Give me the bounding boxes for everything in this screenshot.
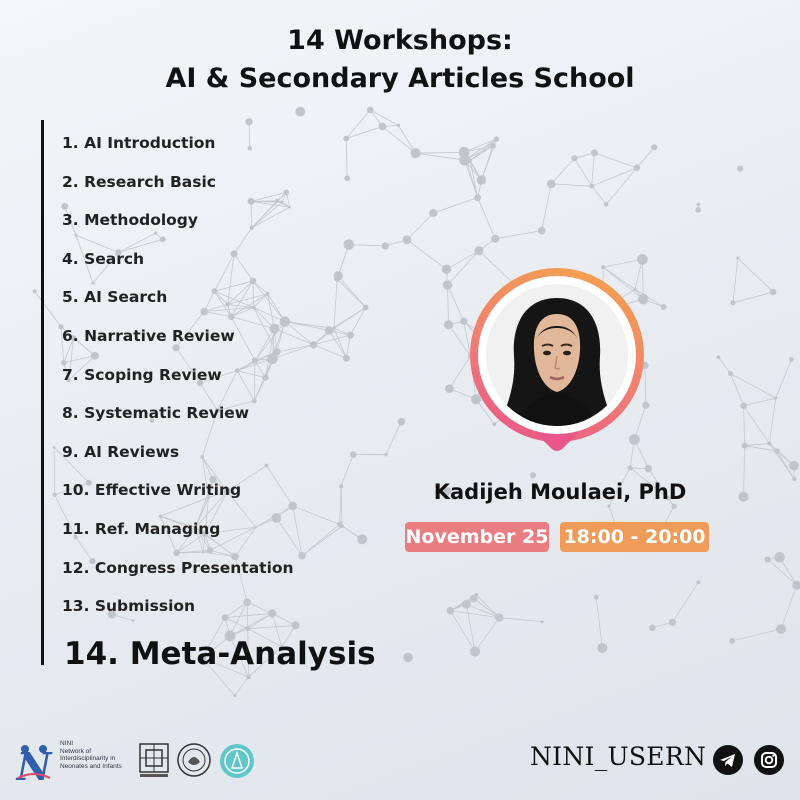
network-line xyxy=(338,276,365,308)
network-node xyxy=(298,552,306,560)
network-node xyxy=(442,265,451,274)
network-node xyxy=(594,595,599,600)
workshop-item: 10. Effective Writing xyxy=(62,481,242,500)
network-line xyxy=(476,595,499,618)
network-node xyxy=(589,184,594,189)
network-node xyxy=(246,675,251,680)
network-node xyxy=(52,493,56,497)
network-node xyxy=(789,461,799,471)
network-node xyxy=(540,620,543,623)
network-node xyxy=(774,552,784,562)
network-node xyxy=(717,355,721,359)
network-line xyxy=(551,158,574,183)
network-node xyxy=(445,384,454,393)
speaker-name: Kadijeh Moulaei, PhD xyxy=(433,480,687,504)
network-node xyxy=(547,180,556,189)
list-accent-bar xyxy=(41,120,44,665)
workshop-item: 13. Submission xyxy=(62,597,196,616)
network-line xyxy=(35,291,61,326)
network-node xyxy=(774,448,780,454)
network-line xyxy=(235,677,249,696)
workshop-item: 7. Scoping Review xyxy=(62,365,222,384)
workshop-list xyxy=(62,130,294,632)
network-node xyxy=(474,194,481,201)
network-node xyxy=(697,203,700,206)
network-line xyxy=(744,406,745,446)
network-line xyxy=(495,231,541,239)
workshop-item: 2. Research Basic xyxy=(62,172,216,191)
network-node xyxy=(634,165,641,172)
network-node xyxy=(357,534,367,544)
network-node xyxy=(447,607,455,615)
network-node xyxy=(233,694,236,697)
network-node xyxy=(444,320,453,329)
network-node xyxy=(344,176,350,182)
network-node xyxy=(443,280,453,290)
network-node xyxy=(470,647,480,657)
workshop-item: 8. Systematic Review xyxy=(62,404,250,423)
network-line xyxy=(594,153,636,168)
network-line xyxy=(386,422,401,455)
network-node xyxy=(459,147,470,158)
network-line xyxy=(768,559,797,585)
network-line xyxy=(433,198,477,213)
network-node xyxy=(344,239,355,250)
workshop-item: 3. Methodology xyxy=(62,211,199,230)
network-line xyxy=(596,597,602,648)
workshop-item: 5. AI Search xyxy=(62,288,168,307)
network-node xyxy=(494,137,499,142)
network-node xyxy=(460,318,467,325)
network-node xyxy=(649,624,656,631)
network-line xyxy=(592,153,595,186)
svg-text:N: N xyxy=(16,744,52,784)
network-node xyxy=(245,118,252,125)
workshop-item: 1. AI Introduction xyxy=(62,134,216,152)
network-node xyxy=(729,638,735,644)
speaker-photo-pin xyxy=(470,268,644,458)
network-node xyxy=(740,403,746,409)
network-node xyxy=(789,357,794,362)
network-node xyxy=(767,441,771,445)
network-line xyxy=(448,285,464,321)
network-node xyxy=(661,304,667,310)
network-line xyxy=(603,259,642,267)
network-line xyxy=(302,526,342,556)
network-node xyxy=(669,619,676,626)
network-line xyxy=(334,307,366,328)
network-node xyxy=(398,418,406,426)
network-line xyxy=(672,582,698,622)
social-handle: NINI_USERN xyxy=(530,742,707,771)
network-node xyxy=(645,465,652,472)
network-node xyxy=(33,289,37,293)
time-badge: 18:00 - 20:00 xyxy=(560,522,709,552)
network-node xyxy=(367,107,374,114)
network-line xyxy=(733,292,773,303)
network-node xyxy=(429,209,437,217)
network-line xyxy=(738,258,773,292)
network-line xyxy=(776,360,792,399)
network-line xyxy=(416,152,465,153)
workshop-item: 6. Narrative Review xyxy=(62,326,235,345)
network-line xyxy=(448,285,449,325)
network-line xyxy=(329,330,346,358)
network-node xyxy=(604,202,609,207)
network-line xyxy=(542,184,552,231)
workshop-item: 11. Ref. Managing xyxy=(62,519,221,538)
network-line xyxy=(551,184,591,186)
network-node xyxy=(363,305,369,311)
speaker-photo xyxy=(486,284,628,426)
network-node xyxy=(591,149,598,156)
network-line xyxy=(407,213,433,240)
network-node xyxy=(53,446,56,449)
network-line xyxy=(349,245,386,246)
network-node xyxy=(597,643,607,653)
network-line xyxy=(730,374,743,406)
network-node xyxy=(695,207,701,213)
network-node xyxy=(491,235,499,243)
network-node xyxy=(607,504,610,507)
date-badge: November 25 xyxy=(405,522,549,552)
network-node xyxy=(343,136,349,142)
network-line xyxy=(592,186,606,204)
network-line xyxy=(637,147,654,167)
network-node xyxy=(477,175,486,184)
network-line xyxy=(337,279,365,308)
network-node xyxy=(474,593,478,597)
network-line xyxy=(744,406,770,444)
network-node xyxy=(310,341,317,348)
network-line xyxy=(382,127,415,154)
network-line xyxy=(475,618,499,652)
network-node xyxy=(403,235,412,244)
network-node xyxy=(530,472,536,478)
network-line xyxy=(769,398,775,443)
page-title xyxy=(0,22,800,98)
telegram-icon[interactable] xyxy=(713,745,743,775)
network-line xyxy=(416,153,465,160)
network-node xyxy=(696,580,700,584)
network-node xyxy=(411,148,421,158)
network-node xyxy=(382,242,389,249)
title-line-1: 14 Workshops: xyxy=(287,25,513,56)
network-line xyxy=(499,618,542,622)
network-line xyxy=(733,258,738,303)
workshop-item: 12. Congress Presentation xyxy=(62,558,294,577)
network-node xyxy=(462,600,471,609)
network-line xyxy=(446,251,478,270)
network-node xyxy=(651,144,657,150)
association-logo xyxy=(218,742,256,780)
network-node xyxy=(490,143,496,149)
network-node xyxy=(770,289,777,296)
network-node xyxy=(792,477,796,481)
network-line xyxy=(350,307,365,335)
network-line xyxy=(732,629,781,641)
network-node xyxy=(334,276,340,282)
network-node xyxy=(728,371,733,376)
network-node xyxy=(764,556,770,562)
network-node xyxy=(776,624,786,634)
network-line xyxy=(606,168,637,205)
nini-org-name: NINI Network of Interdisciplinarity in Neonates and Infants xyxy=(60,740,122,770)
network-line xyxy=(302,524,340,555)
network-line xyxy=(334,279,337,329)
network-node xyxy=(672,504,677,509)
network-node xyxy=(538,227,546,235)
network-node xyxy=(774,396,777,399)
network-node xyxy=(742,442,748,448)
network-node xyxy=(350,451,356,457)
network-node xyxy=(637,254,648,265)
title-line-2: AI & Secondary Articles School xyxy=(165,63,635,94)
network-node xyxy=(730,300,735,305)
network-node xyxy=(474,246,483,255)
network-line xyxy=(592,168,637,186)
network-node xyxy=(397,124,400,127)
network-line xyxy=(745,444,770,446)
network-line xyxy=(370,110,398,125)
network-line xyxy=(718,357,730,374)
network-line xyxy=(744,398,776,406)
network-line xyxy=(407,240,446,270)
network-node xyxy=(736,257,739,260)
network-line xyxy=(645,365,646,405)
network-line xyxy=(730,374,775,398)
network-node xyxy=(347,332,354,339)
network-line xyxy=(54,447,55,494)
network-node xyxy=(332,327,335,330)
network-node xyxy=(343,355,350,362)
network-node xyxy=(325,326,333,334)
network-node xyxy=(495,613,503,621)
workshop-item: 9. AI Reviews xyxy=(62,442,180,461)
network-node xyxy=(571,155,577,161)
network-node xyxy=(379,123,387,131)
network-line xyxy=(769,444,794,479)
network-line xyxy=(478,198,496,239)
network-line xyxy=(346,139,347,179)
network-node xyxy=(628,465,633,470)
network-node xyxy=(295,107,305,117)
network-node xyxy=(737,166,743,172)
network-line xyxy=(293,506,340,524)
network-line xyxy=(781,585,797,629)
nini-logo xyxy=(12,740,56,784)
current-workshop: 14. Meta-Analysis xyxy=(64,636,376,672)
network-line xyxy=(574,158,591,186)
network-line xyxy=(449,356,470,389)
university-emblem-logo xyxy=(138,742,170,780)
institute-seal-logo xyxy=(176,742,212,780)
network-node xyxy=(337,522,342,527)
instagram-icon[interactable] xyxy=(754,745,784,775)
workshop-item: 4. Search xyxy=(62,249,145,268)
network-node xyxy=(384,453,388,457)
network-node xyxy=(403,653,413,663)
